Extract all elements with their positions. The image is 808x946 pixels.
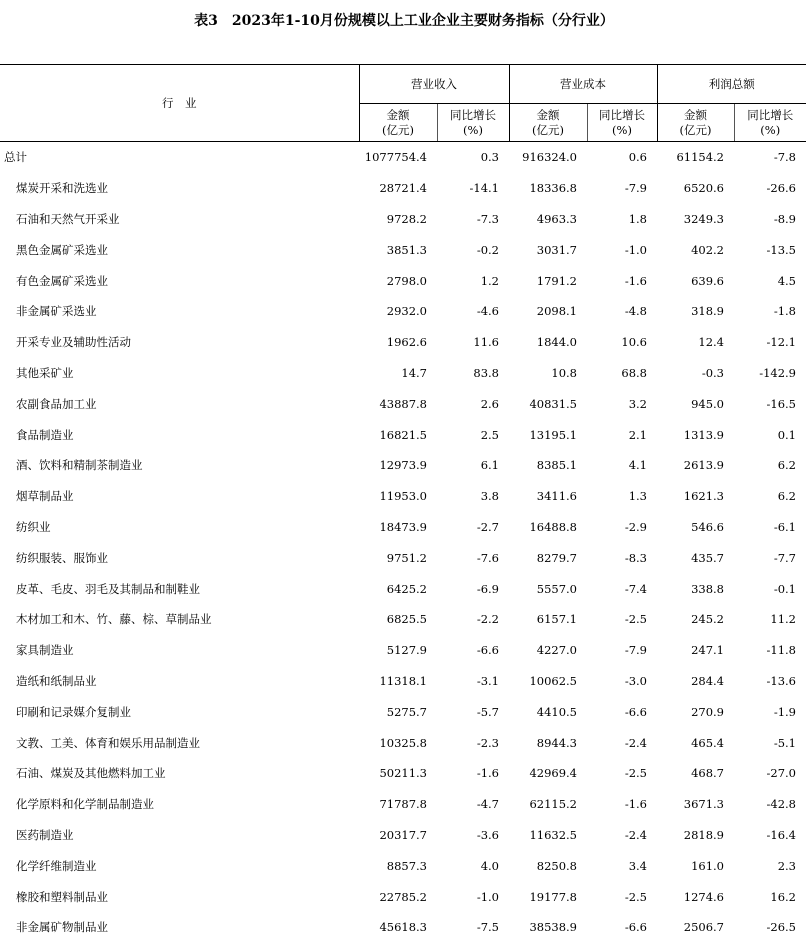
table-row bbox=[0, 358, 806, 389]
cost-growth-cell: 4.1 bbox=[628, 458, 647, 473]
cost-amount-cell: 5557.0 bbox=[536, 581, 577, 596]
industry-name: 石油、煤炭及其他燃料加工业 bbox=[16, 766, 166, 781]
cost-amount-cell: 38538.9 bbox=[529, 920, 577, 935]
profit-amount-cell: 546.6 bbox=[691, 519, 724, 534]
table-row bbox=[0, 696, 806, 727]
profit-amount-cell: 6520.6 bbox=[683, 181, 724, 196]
cost-amount-cell: 42969.4 bbox=[529, 766, 577, 781]
table-row bbox=[0, 173, 806, 204]
industry-name: 黑色金属矿采选业 bbox=[16, 242, 108, 257]
profit-amount-cell: 1621.3 bbox=[683, 489, 724, 504]
cost-growth-cell: -2.5 bbox=[624, 612, 647, 627]
revenue-amount-cell: 9751.2 bbox=[386, 550, 427, 565]
cost-amount-cell: 3411.6 bbox=[536, 489, 577, 504]
profit-growth-header: 同比增长 (%) bbox=[734, 104, 806, 142]
industry-name: 皮革、毛皮、羽毛及其制品和制鞋业 bbox=[16, 581, 200, 596]
profit-growth-cell: -7.8 bbox=[773, 150, 796, 165]
table-row bbox=[0, 850, 806, 881]
revenue-amount-cell: 6825.5 bbox=[386, 612, 427, 627]
revenue-growth-cell: -6.9 bbox=[476, 581, 499, 596]
profit-growth-cell: 6.2 bbox=[777, 489, 796, 504]
industry-header: 行 业 bbox=[0, 65, 359, 142]
revenue-growth-cell: -3.1 bbox=[476, 673, 499, 688]
cost-amount-cell: 18336.8 bbox=[529, 181, 577, 196]
revenue-amount-cell: 20317.7 bbox=[379, 827, 427, 842]
profit-amount-cell: 1274.6 bbox=[683, 889, 724, 904]
table-row bbox=[0, 142, 806, 173]
cost-amount-cell: 4963.3 bbox=[536, 211, 577, 226]
table-row bbox=[0, 296, 806, 327]
table-row bbox=[0, 758, 806, 789]
revenue-growth-cell: -2.2 bbox=[476, 612, 499, 627]
table-title: 表3 2023年1-10月份规模以上工业企业主要财务指标（分行业） bbox=[194, 13, 614, 29]
cost-amount-cell: 10062.5 bbox=[529, 673, 577, 688]
profit-amount-cell: 465.4 bbox=[691, 735, 724, 750]
cost-growth-cell: -4.8 bbox=[624, 304, 647, 319]
cost-growth-cell: -1.6 bbox=[624, 273, 647, 288]
profit-growth-cell: -26.6 bbox=[766, 181, 796, 196]
industry-name: 医药制造业 bbox=[16, 827, 74, 842]
profit-amount-cell: 12.4 bbox=[698, 335, 724, 350]
profit-amount-cell: 1313.9 bbox=[683, 427, 724, 442]
revenue-amount-cell: 11953.0 bbox=[379, 489, 427, 504]
revenue-growth-cell: -4.6 bbox=[476, 304, 499, 319]
profit-amount-cell: 247.1 bbox=[691, 643, 724, 658]
profit-growth-cell: 2.3 bbox=[777, 858, 796, 873]
industry-name: 石油和天然气开采业 bbox=[16, 211, 120, 226]
profit-growth-cell: -13.6 bbox=[766, 673, 796, 688]
cost-amount-cell: 19177.8 bbox=[529, 889, 577, 904]
profit-growth-cell: -42.8 bbox=[766, 797, 796, 812]
profit-amount-cell: 270.9 bbox=[691, 704, 724, 719]
cost-growth-cell: 2.1 bbox=[628, 427, 647, 442]
cost-amount-cell: 2098.1 bbox=[536, 304, 577, 319]
revenue-growth-header: 同比增长 (%) bbox=[437, 104, 509, 142]
industry-name: 开采专业及辅助性活动 bbox=[16, 335, 131, 350]
cost-growth-header: 同比增长 (%) bbox=[587, 104, 657, 142]
cost-growth-cell: -6.6 bbox=[624, 704, 647, 719]
cost-amount-cell: 1791.2 bbox=[536, 273, 577, 288]
revenue-growth-cell: -7.6 bbox=[476, 550, 499, 565]
cost-amount-header: 金额 (亿元) bbox=[509, 104, 587, 142]
revenue-amount-cell: 16821.5 bbox=[379, 427, 427, 442]
industry-name: 非金属矿物制品业 bbox=[16, 920, 108, 935]
table-row bbox=[0, 450, 806, 481]
revenue-growth-cell: 4.0 bbox=[480, 858, 499, 873]
profit-growth-cell: -16.5 bbox=[766, 396, 796, 411]
cost-growth-cell: -1.6 bbox=[624, 797, 647, 812]
cost-amount-cell: 10.8 bbox=[551, 365, 577, 380]
industry-name: 纺织业 bbox=[16, 519, 51, 534]
table-row bbox=[0, 388, 806, 419]
industry-name: 文教、工美、体育和娱乐用品制造业 bbox=[16, 735, 200, 750]
industry-name: 酒、饮料和精制茶制造业 bbox=[16, 458, 143, 473]
industry-name: 化学原料和化学制品制造业 bbox=[16, 797, 154, 812]
revenue-amount-cell: 2932.0 bbox=[386, 304, 427, 319]
revenue-amount-cell: 28721.4 bbox=[379, 181, 427, 196]
cost-amount-cell: 40831.5 bbox=[529, 396, 577, 411]
cost-amount-cell: 16488.8 bbox=[529, 519, 577, 534]
cost-growth-cell: -2.4 bbox=[624, 827, 647, 842]
revenue-amount-cell: 5127.9 bbox=[386, 643, 427, 658]
revenue-amount-cell: 22785.2 bbox=[379, 889, 427, 904]
profit-growth-cell: -13.5 bbox=[766, 242, 796, 257]
cost-growth-cell: -3.0 bbox=[624, 673, 647, 688]
table-row bbox=[0, 666, 806, 697]
financial-indicators-table bbox=[0, 64, 806, 943]
revenue-amount-cell: 10325.8 bbox=[379, 735, 427, 750]
revenue-amount-cell: 5275.7 bbox=[386, 704, 427, 719]
revenue-growth-cell: 2.6 bbox=[480, 396, 499, 411]
cost-amount-cell: 13195.1 bbox=[529, 427, 577, 442]
industry-name: 总计 bbox=[4, 150, 27, 165]
cost-growth-cell: -1.0 bbox=[624, 242, 647, 257]
table-row bbox=[0, 820, 806, 851]
profit-amount-cell: 2613.9 bbox=[683, 458, 724, 473]
cost-amount-cell: 11632.5 bbox=[529, 827, 577, 842]
profit-growth-cell: -27.0 bbox=[766, 766, 796, 781]
cost-amount-cell: 8250.8 bbox=[536, 858, 577, 873]
profit-growth-cell: -12.1 bbox=[766, 335, 796, 350]
cost-growth-cell: 1.3 bbox=[628, 489, 647, 504]
profit-amount-cell: 468.7 bbox=[691, 766, 724, 781]
profit-growth-cell: -16.4 bbox=[766, 827, 796, 842]
revenue-amount-cell: 12973.9 bbox=[379, 458, 427, 473]
industry-name: 造纸和纸制品业 bbox=[16, 673, 97, 688]
profit-amount-cell: -0.3 bbox=[701, 365, 724, 380]
cost-growth-cell: -2.5 bbox=[624, 766, 647, 781]
revenue-growth-cell: -1.0 bbox=[476, 889, 499, 904]
cost-growth-cell: -6.6 bbox=[624, 920, 647, 935]
cost-amount-cell: 8279.7 bbox=[536, 550, 577, 565]
profit-amount-header: 金额 (亿元) bbox=[657, 104, 734, 142]
profit-amount-cell: 61154.2 bbox=[676, 150, 724, 165]
profit-growth-cell: -0.1 bbox=[773, 581, 796, 596]
industry-name: 橡胶和塑料制品业 bbox=[16, 889, 108, 904]
industry-name: 印刷和记录媒介复制业 bbox=[16, 704, 131, 719]
industry-name: 食品制造业 bbox=[16, 427, 74, 442]
revenue-growth-cell: -4.7 bbox=[476, 797, 499, 812]
profit-amount-cell: 2506.7 bbox=[683, 920, 724, 935]
revenue-growth-cell: -7.5 bbox=[476, 920, 499, 935]
revenue-growth-cell: -5.7 bbox=[476, 704, 499, 719]
revenue-growth-cell: -6.6 bbox=[476, 643, 499, 658]
industry-name: 木材加工和木、竹、藤、棕、草制品业 bbox=[16, 612, 212, 627]
profit-growth-cell: 16.2 bbox=[770, 889, 796, 904]
cost-growth-cell: -7.4 bbox=[624, 581, 647, 596]
cost-header: 营业成本 bbox=[509, 65, 657, 104]
industry-name: 烟草制品业 bbox=[16, 489, 74, 504]
profit-amount-cell: 245.2 bbox=[691, 612, 724, 627]
industry-name: 化学纤维制造业 bbox=[16, 858, 97, 873]
table-row bbox=[0, 327, 806, 358]
cost-amount-cell: 4227.0 bbox=[536, 643, 577, 658]
cost-growth-cell: -8.3 bbox=[624, 550, 647, 565]
revenue-growth-cell: -2.3 bbox=[476, 735, 499, 750]
cost-growth-cell: -2.5 bbox=[624, 889, 647, 904]
table-body bbox=[0, 142, 806, 943]
revenue-amount-cell: 2798.0 bbox=[386, 273, 427, 288]
table-row bbox=[0, 635, 806, 666]
industry-name: 煤炭开采和洗选业 bbox=[16, 181, 108, 196]
revenue-growth-cell: -1.6 bbox=[476, 766, 499, 781]
table-row bbox=[0, 265, 806, 296]
profit-growth-cell: 0.1 bbox=[777, 427, 796, 442]
industry-name: 家具制造业 bbox=[16, 643, 74, 658]
table-row bbox=[0, 542, 806, 573]
revenue-amount-cell: 8857.3 bbox=[386, 858, 427, 873]
table-row bbox=[0, 481, 806, 512]
cost-growth-cell: 3.2 bbox=[628, 396, 647, 411]
profit-amount-cell: 945.0 bbox=[691, 396, 724, 411]
industry-name: 农副食品加工业 bbox=[16, 396, 97, 411]
profit-growth-cell: -1.9 bbox=[773, 704, 796, 719]
profit-amount-cell: 318.9 bbox=[691, 304, 724, 319]
profit-amount-cell: 3249.3 bbox=[683, 211, 724, 226]
cost-growth-cell: 0.6 bbox=[628, 150, 647, 165]
revenue-amount-cell: 1077754.4 bbox=[364, 150, 427, 165]
revenue-growth-cell: 2.5 bbox=[480, 427, 499, 442]
revenue-amount-cell: 43887.8 bbox=[379, 396, 427, 411]
table-row bbox=[0, 881, 806, 912]
table-row bbox=[0, 573, 806, 604]
profit-amount-cell: 338.8 bbox=[691, 581, 724, 596]
cost-amount-cell: 8944.3 bbox=[536, 735, 577, 750]
profit-amount-cell: 2818.9 bbox=[683, 827, 724, 842]
cost-amount-cell: 4410.5 bbox=[536, 704, 577, 719]
profit-amount-cell: 639.6 bbox=[691, 273, 724, 288]
revenue-growth-cell: 1.2 bbox=[480, 273, 499, 288]
profit-growth-cell: -8.9 bbox=[773, 211, 796, 226]
table-row bbox=[0, 789, 806, 820]
table-row bbox=[0, 512, 806, 543]
cost-amount-cell: 3031.7 bbox=[536, 242, 577, 257]
table-row bbox=[0, 727, 806, 758]
revenue-growth-cell: -7.3 bbox=[476, 211, 499, 226]
profit-growth-cell: -5.1 bbox=[773, 735, 796, 750]
cost-growth-cell: -7.9 bbox=[624, 181, 647, 196]
revenue-growth-cell: 3.8 bbox=[480, 489, 499, 504]
revenue-growth-cell: -2.7 bbox=[476, 519, 499, 534]
profit-amount-cell: 435.7 bbox=[691, 550, 724, 565]
profit-growth-cell: 11.2 bbox=[770, 612, 796, 627]
revenue-amount-cell: 71787.8 bbox=[379, 797, 427, 812]
profit-growth-cell: -1.8 bbox=[773, 304, 796, 319]
profit-amount-cell: 284.4 bbox=[691, 673, 724, 688]
industry-name: 其他采矿业 bbox=[16, 365, 74, 380]
revenue-header: 营业收入 bbox=[359, 65, 509, 104]
revenue-growth-cell: -3.6 bbox=[476, 827, 499, 842]
industry-name: 有色金属矿采选业 bbox=[16, 273, 108, 288]
profit-growth-cell: -142.9 bbox=[759, 365, 796, 380]
profit-header: 利润总额 bbox=[657, 65, 806, 104]
cost-growth-cell: 10.6 bbox=[621, 335, 647, 350]
cost-amount-cell: 916324.0 bbox=[522, 150, 577, 165]
cost-amount-cell: 62115.2 bbox=[529, 797, 577, 812]
profit-growth-cell: -26.5 bbox=[766, 920, 796, 935]
revenue-amount-cell: 14.7 bbox=[401, 365, 427, 380]
cost-amount-cell: 6157.1 bbox=[536, 612, 577, 627]
cost-growth-cell: 3.4 bbox=[628, 858, 647, 873]
revenue-growth-cell: 6.1 bbox=[480, 458, 499, 473]
table-row bbox=[0, 204, 806, 235]
cost-growth-cell: -2.4 bbox=[624, 735, 647, 750]
profit-amount-cell: 402.2 bbox=[691, 242, 724, 257]
cost-growth-cell: -2.9 bbox=[624, 519, 647, 534]
revenue-growth-cell: 0.3 bbox=[480, 150, 499, 165]
profit-growth-cell: 6.2 bbox=[777, 458, 796, 473]
table-row bbox=[0, 604, 806, 635]
profit-growth-cell: -6.1 bbox=[773, 519, 796, 534]
revenue-growth-cell: 83.8 bbox=[473, 365, 499, 380]
revenue-amount-cell: 9728.2 bbox=[386, 211, 427, 226]
revenue-amount-cell: 50211.3 bbox=[379, 766, 427, 781]
cost-growth-cell: 1.8 bbox=[628, 211, 647, 226]
profit-growth-cell: 4.5 bbox=[777, 273, 796, 288]
revenue-amount-cell: 6425.2 bbox=[386, 581, 427, 596]
profit-growth-cell: -11.8 bbox=[766, 643, 796, 658]
revenue-amount-header: 金额 (亿元) bbox=[359, 104, 437, 142]
revenue-growth-cell: 11.6 bbox=[473, 335, 499, 350]
table-row bbox=[0, 419, 806, 450]
profit-amount-cell: 3671.3 bbox=[683, 797, 724, 812]
revenue-growth-cell: -0.2 bbox=[476, 242, 499, 257]
profit-growth-cell: -7.7 bbox=[773, 550, 796, 565]
revenue-growth-cell: -14.1 bbox=[469, 181, 499, 196]
cost-amount-cell: 8385.1 bbox=[536, 458, 577, 473]
revenue-amount-cell: 45618.3 bbox=[379, 920, 427, 935]
industry-name: 纺织服装、服饰业 bbox=[16, 550, 108, 565]
table-row bbox=[0, 234, 806, 265]
revenue-amount-cell: 11318.1 bbox=[379, 673, 427, 688]
revenue-amount-cell: 1962.6 bbox=[386, 335, 427, 350]
revenue-amount-cell: 18473.9 bbox=[379, 519, 427, 534]
revenue-amount-cell: 3851.3 bbox=[386, 242, 427, 257]
cost-growth-cell: 68.8 bbox=[621, 365, 647, 380]
cost-amount-cell: 1844.0 bbox=[536, 335, 577, 350]
profit-amount-cell: 161.0 bbox=[691, 858, 724, 873]
cost-growth-cell: -7.9 bbox=[624, 643, 647, 658]
industry-name: 非金属矿采选业 bbox=[16, 304, 97, 319]
table-row bbox=[0, 912, 806, 943]
